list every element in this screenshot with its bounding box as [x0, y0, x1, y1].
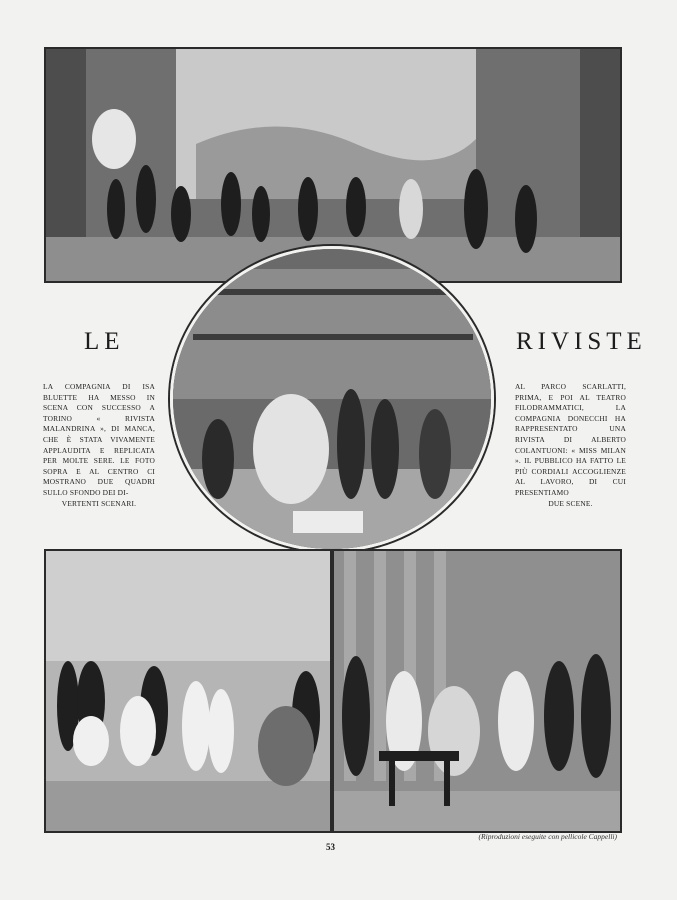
photo-spanish-scene-circle: [170, 246, 494, 552]
photo-credit: (Riproduzioni eseguite con pellicole Cappelli): [478, 832, 617, 841]
heading-riviste: RIVISTE: [516, 328, 647, 355]
photo-sewing-machine-scene: [332, 549, 622, 833]
caption-left-last-line: VERTENTI SCENARI.: [61, 498, 137, 508]
caption-right: [515, 382, 626, 509]
caption-left-body: LA COMPAGNIA DI ISA BLUETTE HA MESSO IN SCENA CON SUCCESSO A TORINO « RIVISTA MALANDRINA », DI MANCA, CHE È STATA VIVAMENTE APPLAUDITA E REPLICATA PER MOLTE SERE. LE FOTO SOPRA E AL CENTRO CI MOSTRANO DUE QUADRI SULLO SFONDO DEI DI-: [43, 382, 155, 497]
caption-right-last-line: DUE SCENE.: [548, 498, 593, 508]
photo-sailor-scene: [44, 549, 332, 833]
page-number: 53: [326, 842, 335, 852]
caption-right-body: AL PARCO SCARLATTI, PRIMA, E POI AL TEATRO FILODRAMMATICI, LA COMPAGNIA DONECCHI HA RAPPRESENTATO UNA RIVISTA DI ALBERTO COLANTUONI: « MISS MILAN ». IL PUBBLICO HA FATTO LE PIÙ CORDIALI ACCOGLIENZE AL LAVORO, DI CUI PRESENTIAMO: [515, 382, 626, 497]
heading-le: LE: [84, 328, 125, 355]
caption-left: [43, 382, 155, 509]
